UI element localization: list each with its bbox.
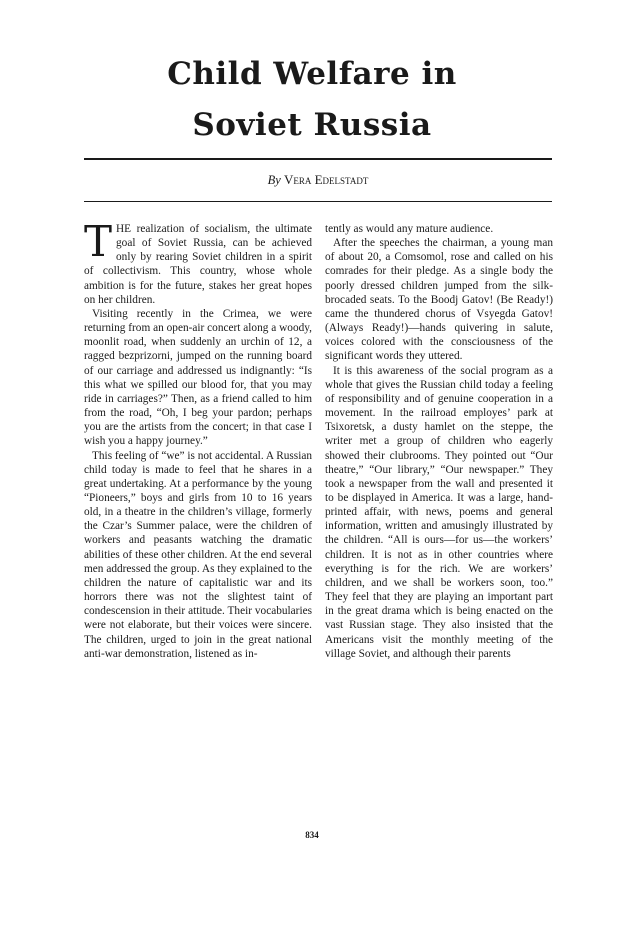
drop-cap: T xyxy=(84,217,113,266)
paragraph: This feeling of “we” is not accidental. A Russian child today is made to feel that he shares in a great undertaking. At a performance by the young “Pioneers,” boys and girls from 10 to 16 years old, in a theatre in the children’s village, formerly the Czar’s Summer palace, were the children of workers and peasants watching the dramatic abilities of these other children. At the end several men addressed the group. As they explained to the children the nature of capitalistic war and its horrors there was not the slightest taint of condescension in their attitude. Their vocabularies were not elaborate, but their voices were sincere. The children, urged to join in the great national anti-war demonstration, listened as in- xyxy=(84,449,312,660)
paragraph: After the speeches the chairman, a young man of about 20, a Comsomol, rose and called on his comrades for their pledge. As a single body the poorly dressed children jumped from the silk-brocaded seats. To the Boodj Gatov! (Be Ready!) came the thundered chorus of Vsyegda Gatov! (Always Ready!)—hands quivering in salute, voices colored with the consciousness of the significant words they uttered. xyxy=(325,237,553,363)
byline xyxy=(84,172,552,188)
text-column-left xyxy=(84,217,312,661)
article-title-line-2: Soviet Russia xyxy=(192,107,432,143)
page-number: 834 xyxy=(305,830,319,840)
author-name: Vera Edelstadt xyxy=(283,172,369,187)
paragraph-text: HE realization of socialism, the ultimate goal of Soviet Russia, can be achieved only by rearing Soviet children in a spirit of collectivism. This country, whose whole ambition is for the future, stakes her great hopes on her children. xyxy=(84,223,312,306)
byline-by: By xyxy=(267,173,281,187)
paragraph: Visiting recently in the Crimea, we were returning from an open-air concert along a woody, moonlit road, when suddenly an urchin of 12, a ragged bezprizorni, jumped on the running board of our carriage and addressed us indignantly: “Is this what we spilled our blood for, that you may ride in carriages?” Then, as a friend called to him from the road, “Oh, I beg your pardon; perhaps you are the artists from the concert; in that case I wish you a happy journey.” xyxy=(84,307,312,448)
title-rule-bottom xyxy=(84,201,552,202)
paragraph: tently as would any mature audience. xyxy=(325,223,494,235)
title-rule-top xyxy=(84,158,552,160)
article-title-line-1: Child Welfare in xyxy=(167,56,457,92)
text-column-right xyxy=(325,222,553,661)
paragraph: It is this awareness of the social program as a whole that gives the Russian child today a feeling of responsibility and of genuine cooperation in a movement. In the railroad employes’ park at Tsixoretsk, a dusty hamlet on the steppe, the writer met a group of children who eagerly showed their clubrooms. They pointed out “Our theatre,” “Our library,” “Our newspaper.” They took a newspaper from the wall and presented it to be displayed in America. It was a large, hand-printed affair, with news, poems and general information, written and amusingly illustrated by the children. “All is ours—for us—the workers’ children. It is not as in other countries where everything is for the rich. We are workers’ children, and we shall be workers soon, too.” They feel that they are playing an important part in the great drama which is being enacted on the vast Russian stage. They also insisted that the Americans visit the monthly meeting of the village Soviet, and although their parents xyxy=(325,364,553,660)
paragraph xyxy=(84,217,312,307)
